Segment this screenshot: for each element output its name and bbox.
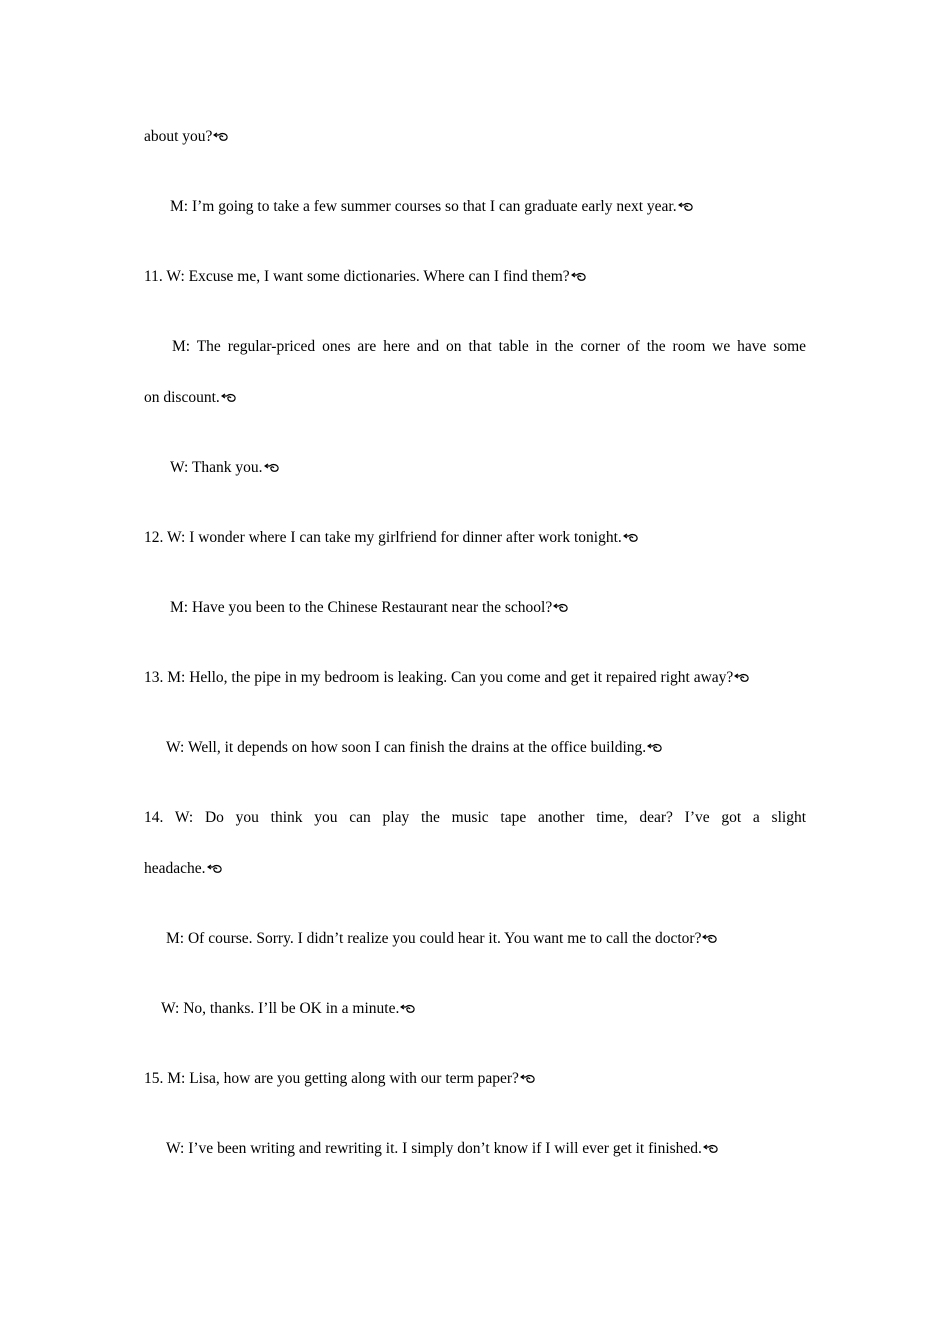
paragraph-mark-icon xyxy=(647,743,663,753)
line-text: W: Well, it depends on how soon I can finish the drains at the office building. xyxy=(166,739,647,756)
text-line xyxy=(144,668,750,688)
text-line xyxy=(144,528,639,548)
text-line xyxy=(144,859,223,879)
paragraph-mark-icon xyxy=(221,393,237,403)
text-line xyxy=(170,598,569,618)
paragraph-mark-icon xyxy=(553,603,569,613)
paragraph-mark-icon xyxy=(264,463,280,473)
line-text: 15. M: Lisa, how are you getting along with our term paper? xyxy=(144,1070,519,1087)
paragraph-mark-icon xyxy=(734,673,750,683)
line-text: 13. M: Hello, the pipe in my bedroom is leaking. Can you come and get it repaired right away? xyxy=(144,669,734,686)
line-text: W: Thank you. xyxy=(170,459,263,476)
paragraph-mark-icon xyxy=(213,132,229,142)
line-text: 11. W: Excuse me, I want some dictionaries. Where can I find them? xyxy=(144,268,570,285)
line-text: headache. xyxy=(144,860,206,877)
line-text: M: Of course. Sorry. I didn’t realize you could hear it. You want me to call the doctor? xyxy=(166,930,702,947)
line-text: M: The regular-priced ones are here and on that table in the corner of the room we have some xyxy=(172,338,806,355)
text-line xyxy=(172,337,806,357)
line-text: W: No, thanks. I’ll be OK in a minute. xyxy=(161,1000,400,1017)
line-text: W: I’ve been writing and rewriting it. I simply don’t know if I will ever get it finished. xyxy=(166,1140,702,1157)
text-line xyxy=(170,197,694,217)
text-line xyxy=(170,458,280,478)
paragraph-mark-icon xyxy=(571,272,587,282)
text-line xyxy=(144,1069,536,1089)
paragraph-mark-icon xyxy=(703,1144,719,1154)
line-text: 14. W: Do you think you can play the music tape another time, dear? I’ve got a slight xyxy=(144,809,806,826)
text-line xyxy=(144,267,587,287)
paragraph-mark-icon xyxy=(678,202,694,212)
text-line xyxy=(166,1139,719,1159)
text-line xyxy=(161,999,416,1019)
line-text: about you? xyxy=(144,128,213,145)
text-line xyxy=(166,929,718,949)
line-text: 12. W: I wonder where I can take my girlfriend for dinner after work tonight. xyxy=(144,529,622,546)
paragraph-mark-icon xyxy=(207,864,223,874)
text-line xyxy=(144,808,806,828)
paragraph-mark-icon xyxy=(623,533,639,543)
paragraph-mark-icon xyxy=(400,1004,416,1014)
text-line xyxy=(166,738,663,758)
text-line xyxy=(144,388,237,408)
text-line xyxy=(144,127,229,147)
line-text: M: Have you been to the Chinese Restaurant near the school? xyxy=(170,599,553,616)
paragraph-mark-icon xyxy=(520,1074,536,1084)
paragraph-mark-icon xyxy=(702,934,718,944)
line-text: on discount. xyxy=(144,389,220,406)
line-text: M: I’m going to take a few summer courses so that I can graduate early next year. xyxy=(170,198,677,215)
